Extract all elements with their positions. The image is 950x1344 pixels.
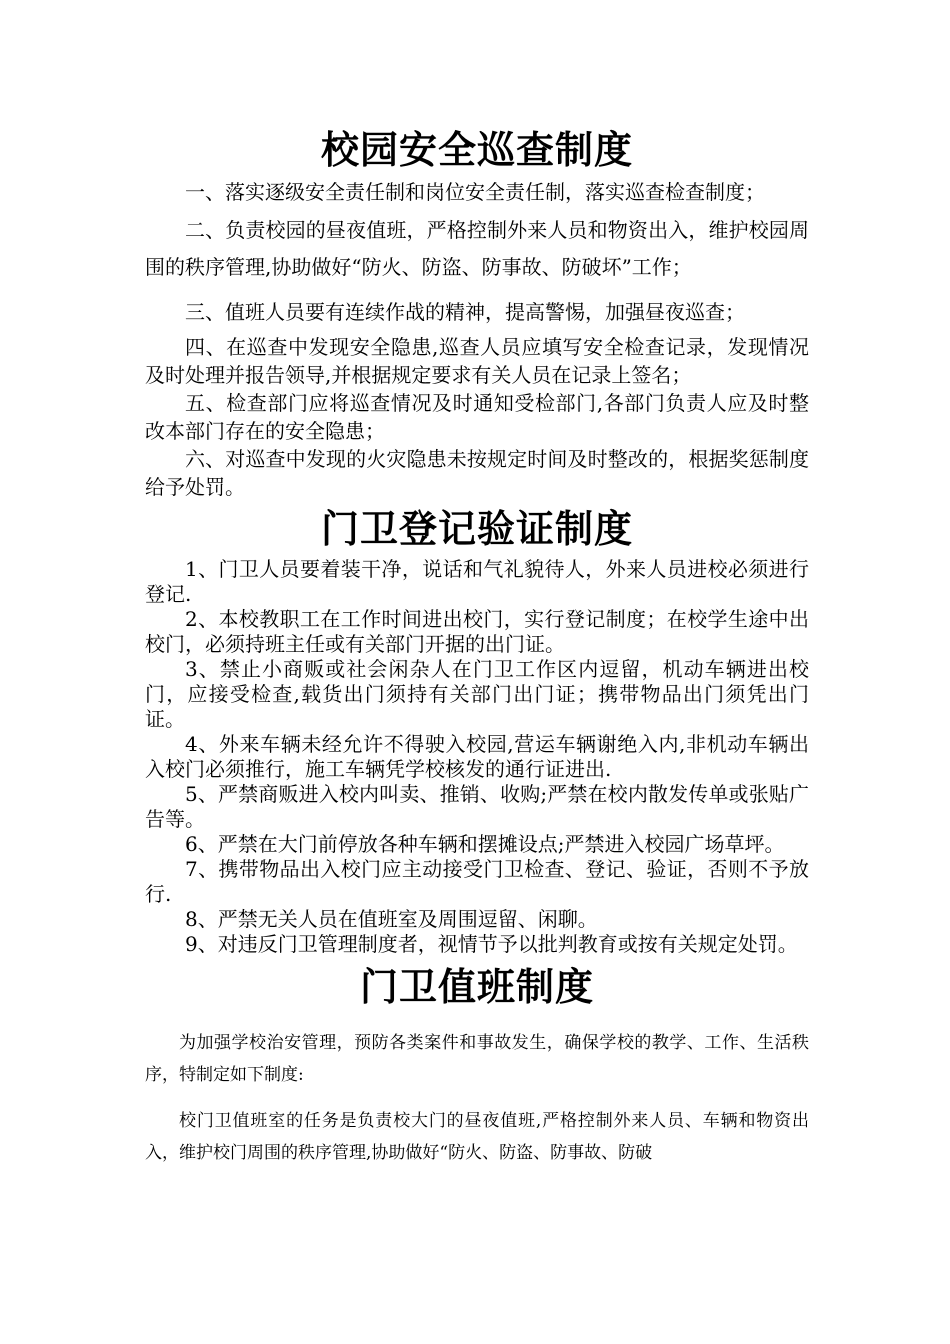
- paragraph: 五、检查部门应将巡查情况及时通知受检部门,各部门负责人应及时整改本部门存在的安全隐患；: [145, 391, 809, 443]
- paragraph: 2、本校教职工在工作时间进出校门，实行登记制度；在校学生途中出校门，必须持班主任或有关部门开据的出门证。: [145, 607, 809, 656]
- section-title-campus-patrol: 校园安全巡查制度: [320, 127, 633, 172]
- document-body: [145, 122, 809, 1169]
- section-gate-duty: [145, 959, 809, 1169]
- section-title-gate-duty: 门卫值班制度: [359, 964, 594, 1009]
- paragraph: 校门卫值班室的任务是负责校大门的昼夜值班,严格控制外来人员、车辆和物资出入，维护校门周围的秩序管理,协助做好“防火、防盗、防事故、防破: [145, 1111, 809, 1163]
- paragraph: 9、对违反门卫管理制度者，视情节予以批判教育或按有关规定处罚。: [185, 932, 798, 956]
- paragraph: 四、在巡查中发现安全隐患,巡查人员应填写安全检查记录，发现情况及时处理并报告领导,并根据规定要求有关人员在记录上签名；: [145, 335, 809, 387]
- paragraph: 5、严禁商贩进入校内叫卖、推销、收购;严禁在校内散发传单或张贴广告等。: [145, 782, 809, 831]
- paragraph: 六、对巡查中发现的火灾隐患未按规定时间及时整改的，根据奖惩制度给予处罚。: [145, 447, 809, 499]
- paragraph: 6、严禁在大门前停放各种车辆和摆摊设点;严禁进入校园广场草坪。: [185, 832, 785, 856]
- paragraph: 一、落实逐级安全责任制和岗位安全责任制，落实巡查检查制度；: [185, 180, 765, 204]
- paragraph: 为加强学校治安管理，预防各类案件和事故发生，确保学校的教学、工作、生活秩序，特制定如下制度:: [145, 1033, 809, 1085]
- paragraph: 1、门卫人员要着装干净，说话和气礼貌待人，外来人员进校必须进行登记.: [145, 557, 809, 606]
- section-campus-patrol: [145, 122, 809, 501]
- paragraph: 二、负责校园的昼夜值班，严格控制外来人员和物资出入，维护校园周围的秩序管理,协助做好“防火、防盗、防事故、防破坏”工作；: [145, 218, 809, 279]
- paragraph: 4、外来车辆未经允许不得驶入校园,营运车辆谢绝入内,非机动车辆出入校门必须推行，施工车辆凭学校核发的通行证进出.: [145, 732, 809, 781]
- paragraph: 3、禁止小商贩或社会闲杂人在门卫工作区内逗留，机动车辆进出校门，应接受检查,载货出门须持有关部门出门证；携带物品出门须凭出门证。: [145, 657, 809, 731]
- paragraph: 8、严禁无关人员在值班室及周围逗留、闲聊。: [185, 907, 598, 931]
- paragraph: 三、值班人员要有连续作战的精神，提高警惕，加强昼夜巡查；: [185, 300, 745, 324]
- paragraph: 7、携带物品出入校门应主动接受门卫检查、登记、验证，否则不予放行.: [145, 857, 809, 906]
- section-title-gate-registration: 门卫登记验证制度: [320, 506, 633, 551]
- section-gate-registration: [145, 501, 809, 957]
